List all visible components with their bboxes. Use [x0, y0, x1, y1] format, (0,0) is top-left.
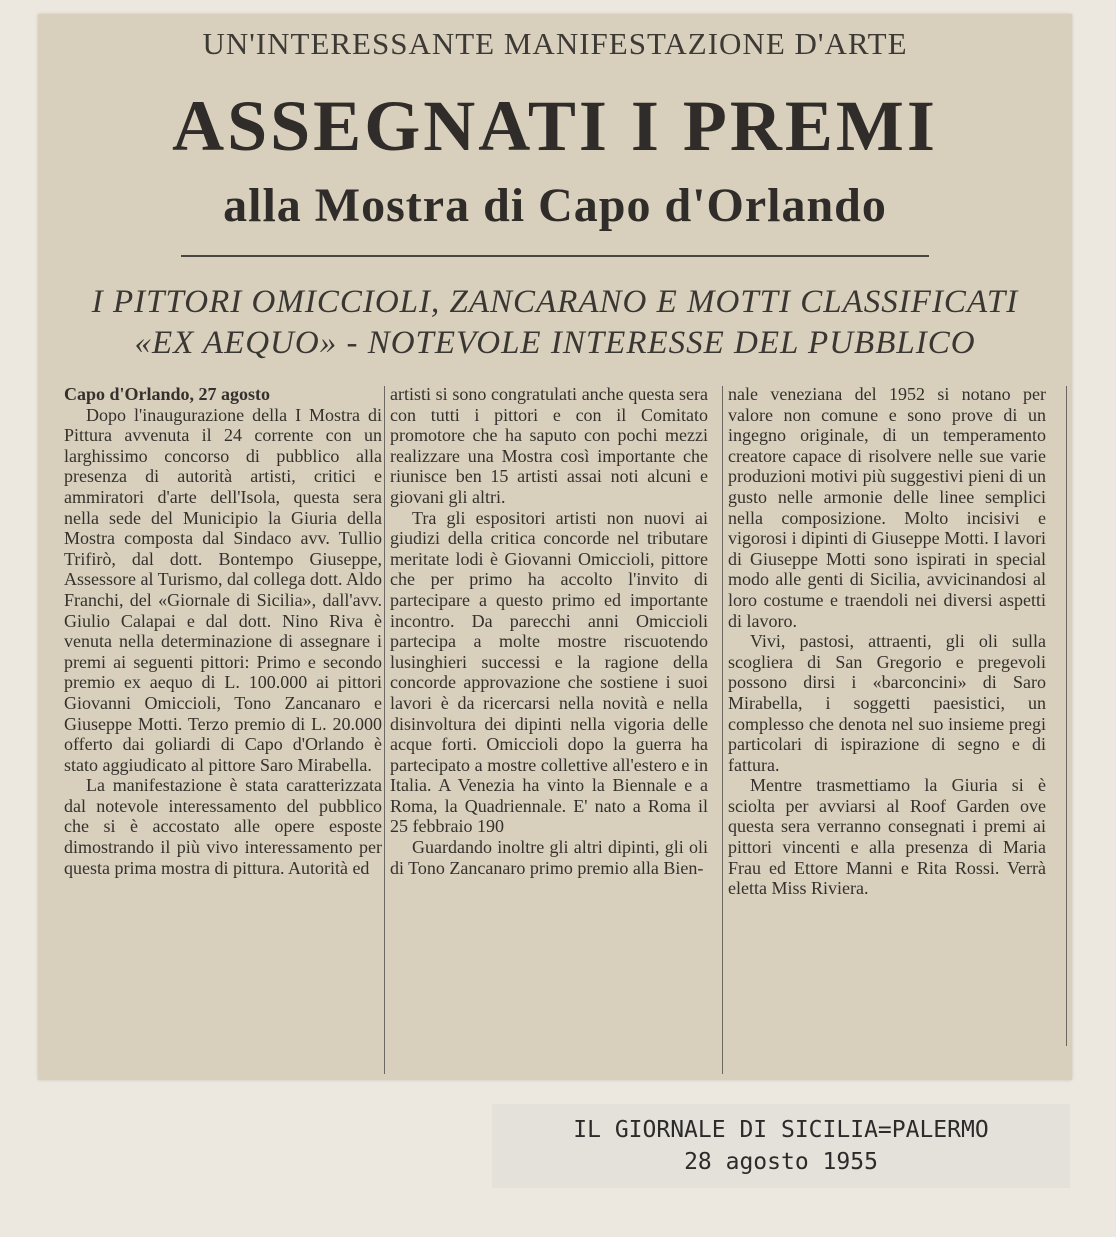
publication-name: IL GIORNALE DI SICILIA=PALERMO [573, 1117, 989, 1143]
column-divider [722, 386, 723, 1074]
paragraph: nale veneziana del 1952 si notano per valore non comune e sono prove di un ingegno originale, di un temperamento creatore capace di risolvere nelle sue varie produzioni motivi più suggestivi pieni di un gusto nelle armonie delle linee semplici nella composizione. Molto incisivi e vigorosi i dipinti di Giuseppe Motti. I lavori di Giuseppe Motti sono ispirati in special modo alle genti di Sicilia, avvicinandosi al loro costume e traendoli nei diversi aspetti di lavoro. [728, 384, 1046, 631]
paragraph: Dopo l'inaugurazione della I Mostra di Pittura avvenuta il 24 corrente con un larghissimo concorso di pubblico alla presenza di autorità artisti, critici e ammiratori d'arte dell'Isola, questa sera nella sede del Municipio la Giuria della Mostra composta dal Sindaco avv. Tullio Trifirò, dal dott. Bontempo Giuseppe, Assessore al Turismo, dal collega dott. Aldo Franchi, del «Giornale di Sicilia», dall'avv. Giulio Calapai e dal dott. Nino Riva è venuta nella determinazione di assegnare i premi ai seguenti pittori: Primo e secondo premio ex aequo di L. 100.000 ai pittori Giovanni Omiccioli, Tono Zancanaro e Giuseppe Motti. Terzo premio di L. 20.000 offerto dai goliardi di Capo d'Orlando è stato aggiudicato al pittore Saro Mirabella. [64, 404, 382, 775]
newspaper-clipping [38, 14, 1072, 1080]
paragraph: Tra gli espositori artisti non nuovi ai giudizi della critica concorde nel tributare meritate lodi è Giovanni Omiccioli, pittore che per primo ha accolto l'invito di partecipare a questo primo ed importante incontro. Da parecchi anni Omiccioli partecipa a molte mostre riscuotendo lusinghieri successi e la ragione della concorde approvazione che sostiene i suoi lavori è da ricercarsi nella novità e nella disinvoltura dei dipinti nella vigoria delle acque forti. Omiccioli dopo la guerra ha partecipato a mostre collettive all'estero e in Italia. A Venezia ha vinto la Biennale e a Roma, la Quadriennale. E' nato a Roma il 25 febbraio 190 [390, 507, 708, 837]
source-label [492, 1104, 1070, 1188]
paragraph: Vivi, pastosi, attraenti, gli oli sulla scogliera di San Gregorio e pregevoli possono dirsi i «barconcini» di Saro Mirabella, i soggetti paesistici, un complesso che denota nel suo insieme pregi particolari di ispirazione di segno e di fattura. [728, 631, 1046, 775]
paragraph: Mentre trasmettiamo la Giuria si è sciolta per avviarsi al Roof Garden ove questa sera verranno consegnati i premi ai pittori vincenti e alla presenza di Maria Frau ed Ettore Manni e Rita Rossi. Verrà eletta Miss Riviera. [728, 775, 1046, 899]
deck: I PITTORI OMICCIOLI, ZANCARANO E MOTTI CLASSIFICATI «EX AEQUO» - NOTEVOLE INTERESSE DEL PUBBLICO [91, 284, 1019, 361]
kicker: UN'INTERESSANTE MANIFESTAZIONE D'ARTE [202, 26, 908, 61]
paragraph: Guardando inoltre gli altri dipinti, gli oli di Tono Zancanaro primo premio alla Bien- [390, 837, 708, 878]
column-divider [1066, 386, 1067, 1046]
headline-rule [181, 255, 929, 257]
paragraph [64, 384, 382, 405]
subheadline: alla Mostra di Capo d'Orlando [223, 179, 887, 232]
column-divider [384, 386, 385, 1074]
publication-date: 28 agosto 1955 [684, 1149, 878, 1175]
headline: ASSEGNATI I PREMI [172, 86, 938, 166]
article-column-3 [728, 384, 1046, 899]
paragraph: La manifestazione è stata caratterizzata dal notevole interessamento del pubblico che si è accostato alle opere esposte dimostrando il più vivo interessamento per questa prima mostra di pittura. Autorità ed [64, 775, 382, 878]
article-column-2 [390, 384, 708, 878]
article-column-1 [64, 384, 382, 878]
paragraph: artisti si sono congratulati anche questa sera con tutti i pittori e con il Comitato promotore che ha saputo con pochi mezzi realizzare una Mostra così importante che riunisce ben 15 artisti assai noti alcuni e giovani gli altri. [390, 384, 708, 507]
dateline: Capo d'Orlando, 27 agosto [64, 384, 271, 404]
